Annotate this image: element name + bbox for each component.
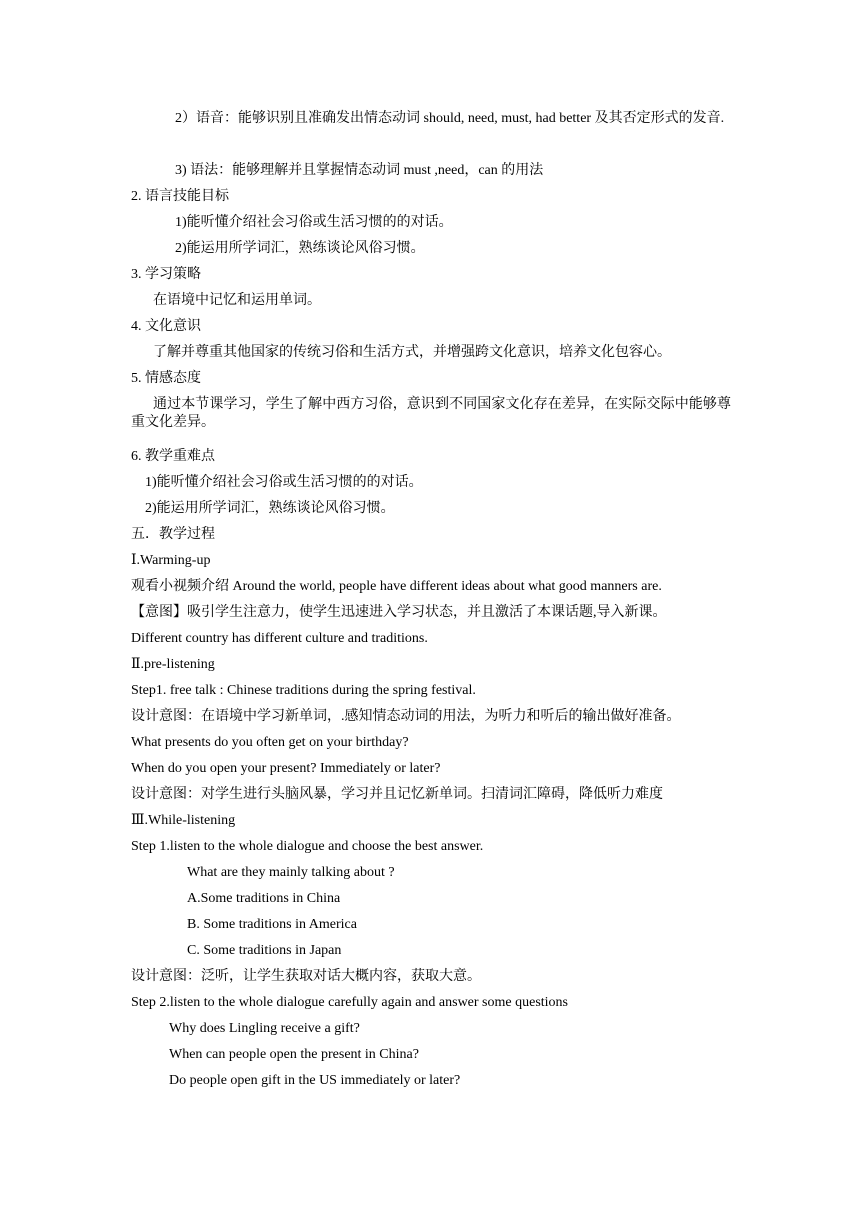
heading-key-points: 6. 教学重难点 [131,449,215,464]
heading-language-skills: 2. 语言技能目标 [131,189,229,204]
key-point-2: 2)能运用所学词汇，熟练谈论风俗习惯。 [145,501,395,516]
warming-up-intent: 【意图】吸引学生注意力，使学生迅速进入学习状态，并且激活了本课话题,导入新课。 [131,605,667,620]
heading-learning-strategy: 3. 学习策略 [131,267,201,282]
while-listening-intent: 设计意图：泛听，让学生获取对话大概内容，获取大意。 [131,969,481,984]
warming-up-note: Different country has different culture and traditions. [131,631,428,646]
step1-option-a: A.Some traditions in China [187,891,341,906]
step2-question-2: When can people open the present in China? [169,1047,419,1062]
strategy-text: 在语境中记忆和运用单词。 [153,293,321,308]
while-listening-step1: Step 1.listen to the whole dialogue and choose the best answer. [131,839,484,854]
section-pre-listening: Ⅱ.pre-listening [131,657,215,672]
warming-up-video: 观看小视频介绍 Around the world, people have different ideas about what good manners are. [131,579,662,594]
section-warming-up: Ⅰ.Warming-up [131,553,211,568]
step1-option-c: C. Some traditions in Japan [187,943,342,958]
pre-listening-question-1: What presents do you often get on your birthday? [131,735,409,750]
step2-question-1: Why does Lingling receive a gift? [169,1021,360,1036]
goal-pronunciation: 2）语音：能够识别且准确发出情态动词 should, need, must, had better 及其否定形式的发音. [175,111,725,126]
skill-item-2: 2)能运用所学词汇，熟练谈论风俗习惯。 [175,241,425,256]
heading-cultural-awareness: 4. 文化意识 [131,319,201,334]
emotional-text: 通过本节课学习，学生了解中西方习俗，意识到不同国家文化存在差异，在实际交际中能够尊重文化差异。 [131,397,731,430]
pre-listening-intent-2: 设计意图：对学生进行头脑风暴，学习并且记忆新单词。扫清词汇障碍，降低听力难度 [131,787,663,802]
heading-teaching-process: 五．教学过程 [131,527,215,542]
pre-listening-step1: Step1. free talk : Chinese traditions during the spring festival. [131,683,476,698]
while-listening-step2: Step 2.listen to the whole dialogue carefully again and answer some questions [131,995,569,1010]
pre-listening-intent-1: 设计意图：在语境中学习新单词，.感知情态动词的用法，为听力和听后的输出做好准备。 [131,709,681,724]
goal-grammar: 3) 语法：能够理解并且掌握情态动词 must ,need，can 的用法 [175,163,544,178]
step2-question-3: Do people open gift in the US immediately or later? [169,1073,461,1088]
cultural-text: 了解并尊重其他国家的传统习俗和生活方式，并增强跨文化意识，培养文化包容心。 [153,345,671,360]
skill-item-1: 1)能听懂介绍社会习俗或生活习惯的的对话。 [175,215,453,230]
pre-listening-question-2: When do you open your present? Immediately or later? [131,761,441,776]
heading-emotional-attitude: 5. 情感态度 [131,371,201,386]
step1-question: What are they mainly talking about ? [187,865,395,880]
step1-option-b: B. Some traditions in America [187,917,357,932]
section-while-listening: Ⅲ.While-listening [131,813,236,828]
key-point-1: 1)能听懂介绍社会习俗或生活习惯的的对话。 [145,475,423,490]
